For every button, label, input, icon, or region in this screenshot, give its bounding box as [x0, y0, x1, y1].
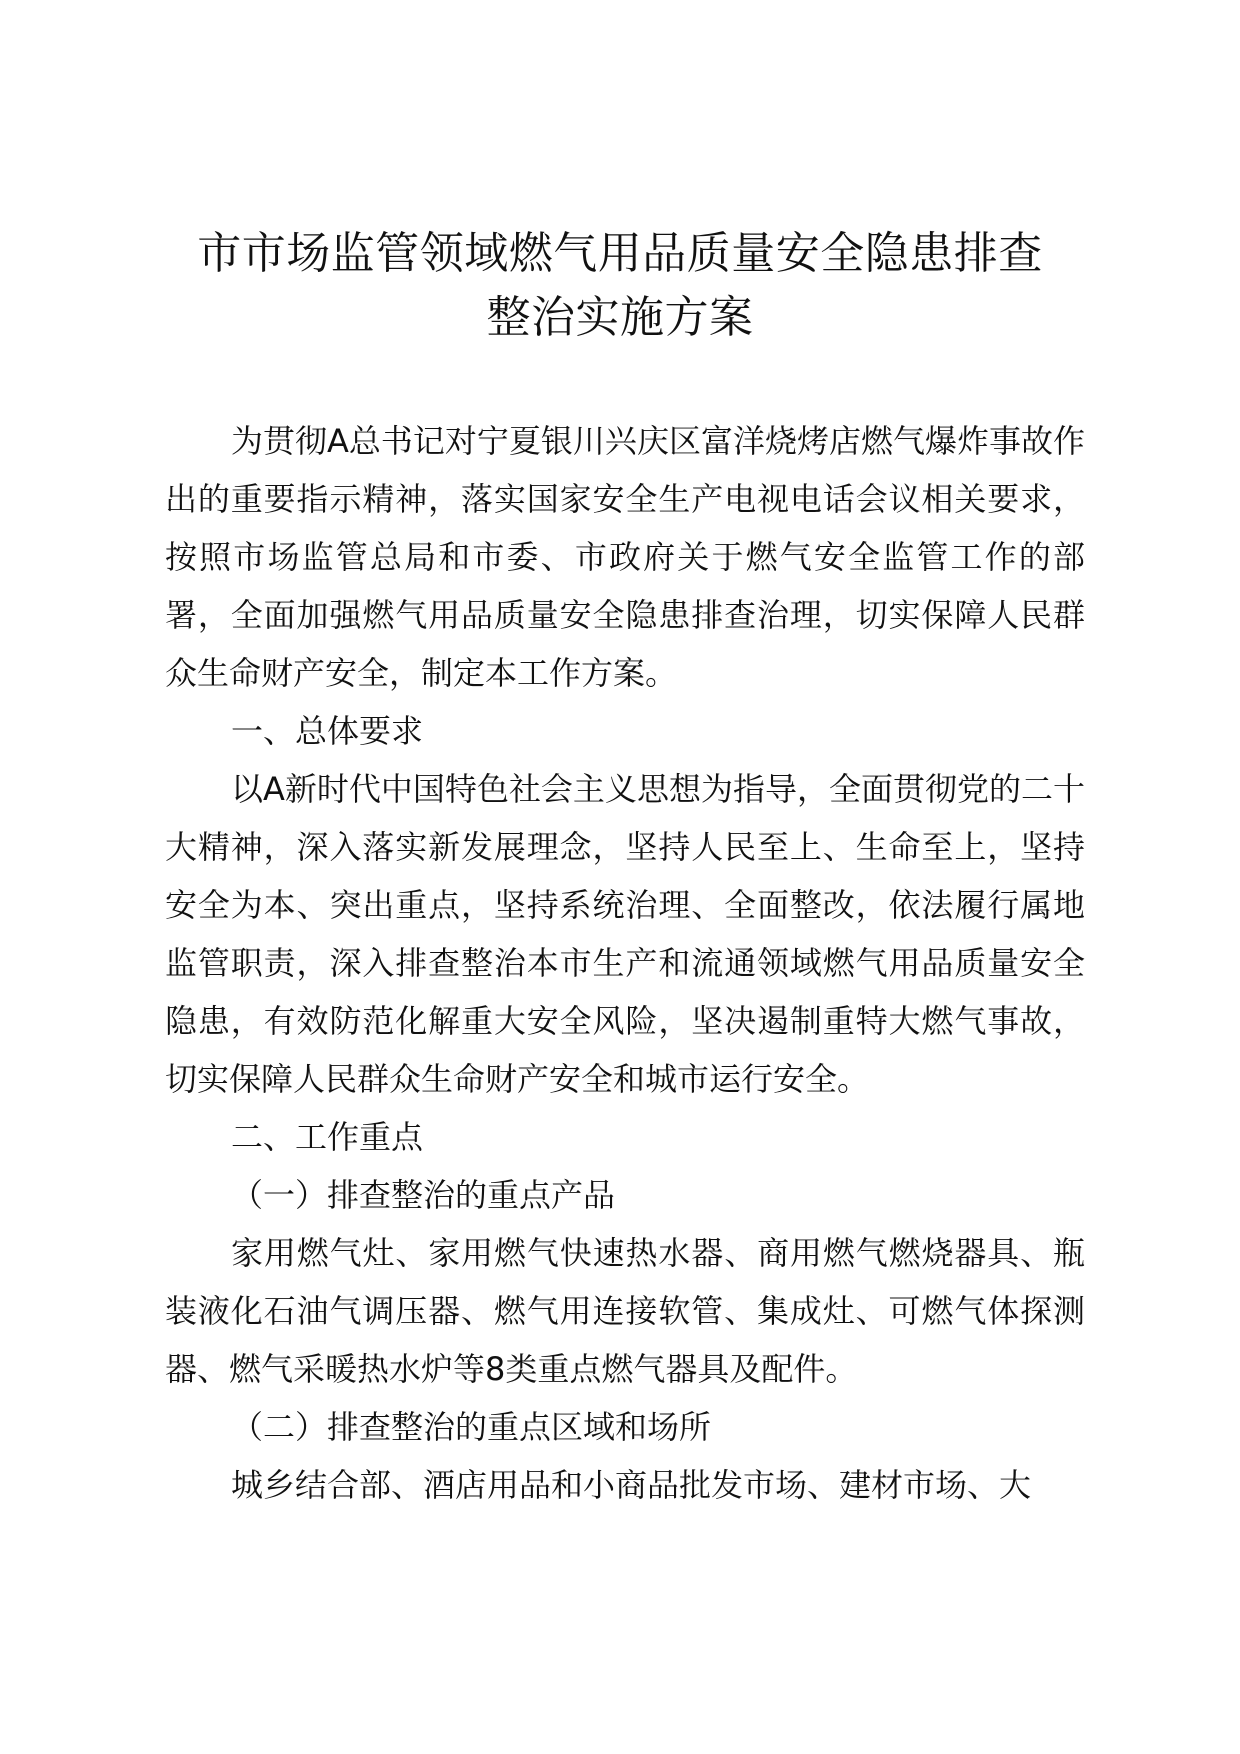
document-title-line-1: 市市场监管领域燃气用品质量安全隐患排查: [197, 228, 1043, 279]
key-products-paragraph: 家用燃气灶、家用燃气快速热水器、商用燃气燃烧器具、瓶装液化石油气调压器、燃气用连接软管、集成灶、可燃气体探测器、燃气采暖热水炉等8类重点燃气器具及配件。: [165, 1234, 1085, 1388]
intro-paragraph: 为贯彻A总书记对宁夏银川兴庆区富洋烧烤店燃气爆炸事故作出的重要指示精神，落实国家安全生产电视电话会议相关要求，按照市场监管总局和市委、市政府关于燃气安全监管工作的部署，全面加强燃气用品质量安全隐患排查治理，切实保障人民群众生命财产安全，制定本工作方案。: [165, 422, 1085, 692]
subsection-heading-key-areas: （二）排查整治的重点区域和场所: [231, 1408, 712, 1446]
document-body: [165, 412, 1085, 1514]
key-areas-paragraph: 城乡结合部、酒店用品和小商品批发市场、建材市场、大: [231, 1466, 1032, 1504]
section-heading-work-focus: 二、工作重点: [231, 1118, 424, 1156]
general-requirements-paragraph: 以A新时代中国特色社会主义思想为指导，全面贯彻党的二十大精神，深入落实新发展理念，坚持人民至上、生命至上，坚持安全为本、突出重点，坚持系统治理、全面整改，依法履行属地监管职责，深入排查整治本市生产和流通领域燃气用品质量安全隐患，有效防范化解重大安全风险，坚决遏制重特大燃气事故，切实保障人民群众生命财产安全和城市运行安全。: [165, 770, 1085, 1098]
subsection-heading-key-products: （一）排查整治的重点产品: [231, 1176, 616, 1214]
document-title: [150, 222, 1090, 350]
document-title-line-2: 整治实施方案: [486, 292, 754, 343]
section-heading-general-requirements: 一、总体要求: [231, 712, 424, 750]
